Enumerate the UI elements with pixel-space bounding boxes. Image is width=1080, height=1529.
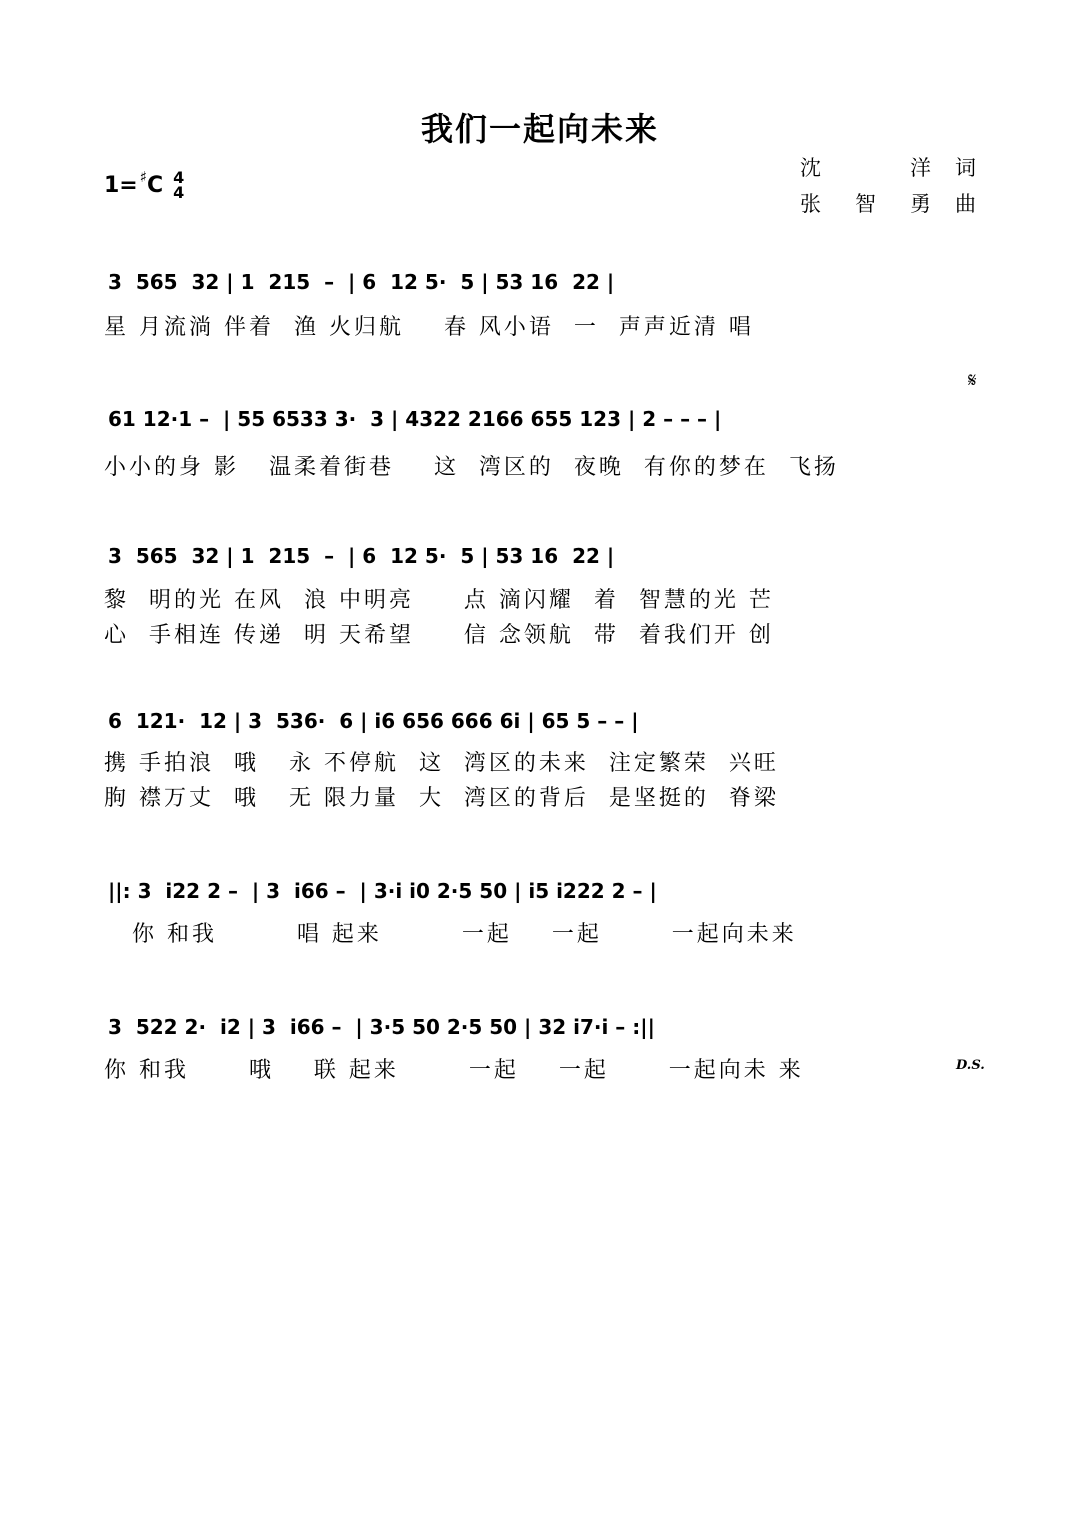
song-title: 我们一起向未来	[420, 110, 659, 148]
composer-char: 张	[800, 192, 821, 216]
lyricist-char: 洋	[910, 156, 931, 180]
key-name: C	[147, 172, 164, 198]
ds-marking: D.S.	[956, 1058, 985, 1073]
lyric-line: 星 月流淌 伴着 渔 火归航 春 风小语 一 声声近清 唱	[104, 315, 754, 340]
lyricist-char: 词	[955, 156, 976, 180]
lyric-line: 小小的身 影 温柔着街巷 这 湾区的 夜晚 有你的梦在 飞扬	[104, 455, 839, 480]
time-top: 4	[173, 168, 185, 187]
lyricist-char: 沈	[800, 156, 821, 180]
lyric-line: 携 手拍浪 哦 永 不停航 这 湾区的未来 注定繁荣 兴旺	[104, 751, 779, 776]
lyric-line: 你 和我 哦 联 起来 一起 一起 一起向未 来	[104, 1058, 804, 1083]
lyric-line: 黎 明的光 在风 浪 中明亮 点 滴闪耀 着 智慧的光 芒	[104, 588, 774, 613]
segno-sign: 𝄋	[968, 368, 977, 392]
lyric-line: 朐 襟万丈 哦 无 限力量 大 湾区的背后 是坚挺的 脊梁	[104, 786, 779, 811]
notation-line: ||: 3 i22 2 – | 3 i66 – | 3·i i0 2·5 50 | i5 i222 2 – |	[108, 879, 657, 903]
notation-line: 3 522 2· i2 | 3 i66 – | 3·5 50 2·5 50 | 32 i7·i – :||	[108, 1015, 655, 1039]
lyric-line: 心 手相连 传递 明 天希望 信 念领航 带 着我们开 创	[104, 623, 774, 648]
composer-char: 勇	[910, 192, 931, 216]
key-prefix: 1=	[104, 172, 138, 198]
sharp-sign: ♯	[139, 168, 148, 186]
notation-line: 6 121· 12 | 3 536· 6 | i6 656 666 6i | 65 5 – – |	[108, 709, 639, 733]
lyric-line: 你 和我 唱 起来 一起 一起 一起向未来	[132, 922, 797, 947]
composer-char: 曲	[955, 192, 976, 216]
key-signature	[104, 170, 184, 200]
notation-line: 61 12·1 – | 55 6533 3· 3 | 4322 2166 655 123 | 2 – – – |	[108, 407, 722, 431]
notation-line: 3 565 32 | 1 215 – | 6 12 5· 5 | 53 16 22 |	[108, 270, 615, 294]
time-signature	[173, 170, 184, 200]
time-bottom: 4	[173, 183, 185, 202]
composer-char: 智	[855, 192, 876, 216]
notation-line: 3 565 32 | 1 215 – | 6 12 5· 5 | 53 16 22 |	[108, 544, 615, 568]
